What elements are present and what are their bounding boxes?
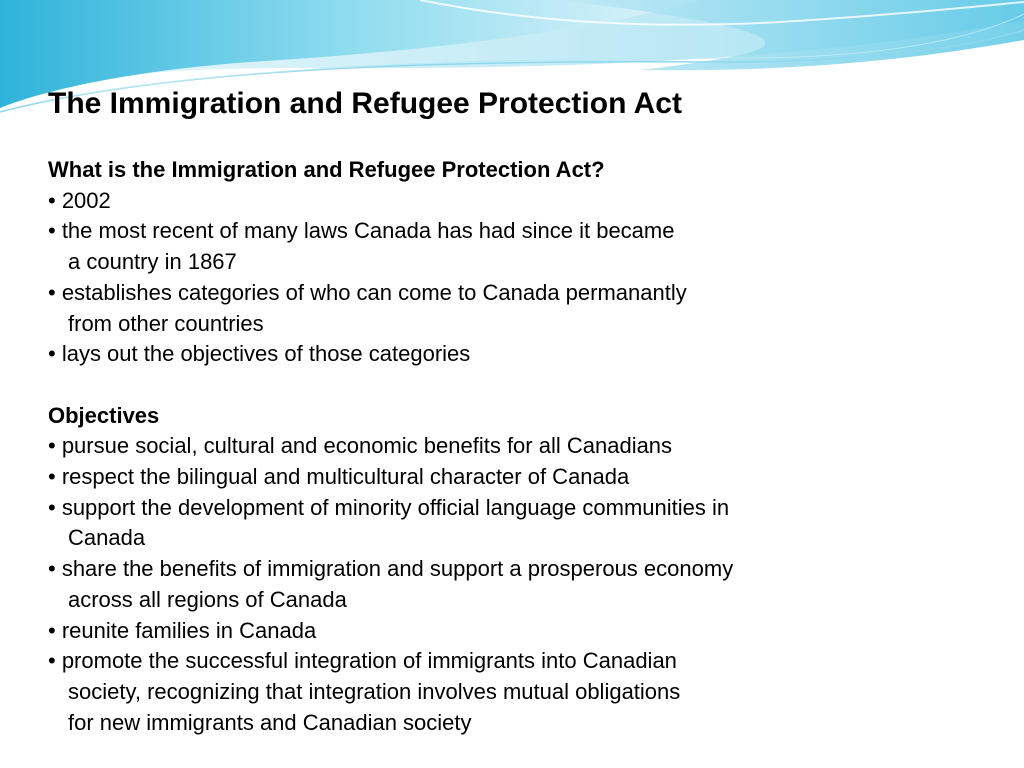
- slide-body: [48, 155, 988, 738]
- section2-bullet-list: [48, 431, 988, 738]
- bullet-item: • share the benefits of immigration and support a prosperous economy: [48, 556, 734, 582]
- bullet-item-continuation: for new immigrants and Canadian society: [68, 709, 472, 735]
- bullet-item-continuation: a country in 1867: [68, 249, 237, 275]
- bullet-item: • the most recent of many laws Canada has had since it became: [48, 218, 675, 244]
- bullet-item: • respect the bilingual and multicultural character of Canada: [48, 464, 630, 490]
- bullet-item-continuation: across all regions of Canada: [68, 586, 347, 612]
- bullet-item: • lays out the objectives of those categories: [48, 341, 471, 367]
- bullet-item: • support the development of minority official language communities in: [48, 494, 730, 520]
- section-heading-what-is: What is the Immigration and Refugee Protection Act?: [48, 157, 605, 182]
- bullet-item: • promote the successful integration of immigrants into Canadian: [48, 648, 677, 674]
- section1-bullet-list: [48, 186, 988, 370]
- bullet-item: • establishes categories of who can come to Canada permanantly: [48, 279, 687, 305]
- bullet-item: • 2002: [48, 187, 111, 213]
- section-heading-objectives: Objectives: [48, 402, 160, 428]
- bullet-item-continuation: Canada: [68, 525, 146, 551]
- slide-title: The Immigration and Refugee Protection Act: [48, 87, 682, 120]
- section-gap: [48, 370, 988, 401]
- bullet-item-continuation: from other countries: [68, 310, 264, 336]
- bullet-item-continuation: society, recognizing that integration involves mutual obligations: [68, 678, 681, 704]
- bullet-item: • reunite families in Canada: [48, 617, 317, 643]
- bullet-item: • pursue social, cultural and economic benefits for all Canadians: [48, 433, 673, 459]
